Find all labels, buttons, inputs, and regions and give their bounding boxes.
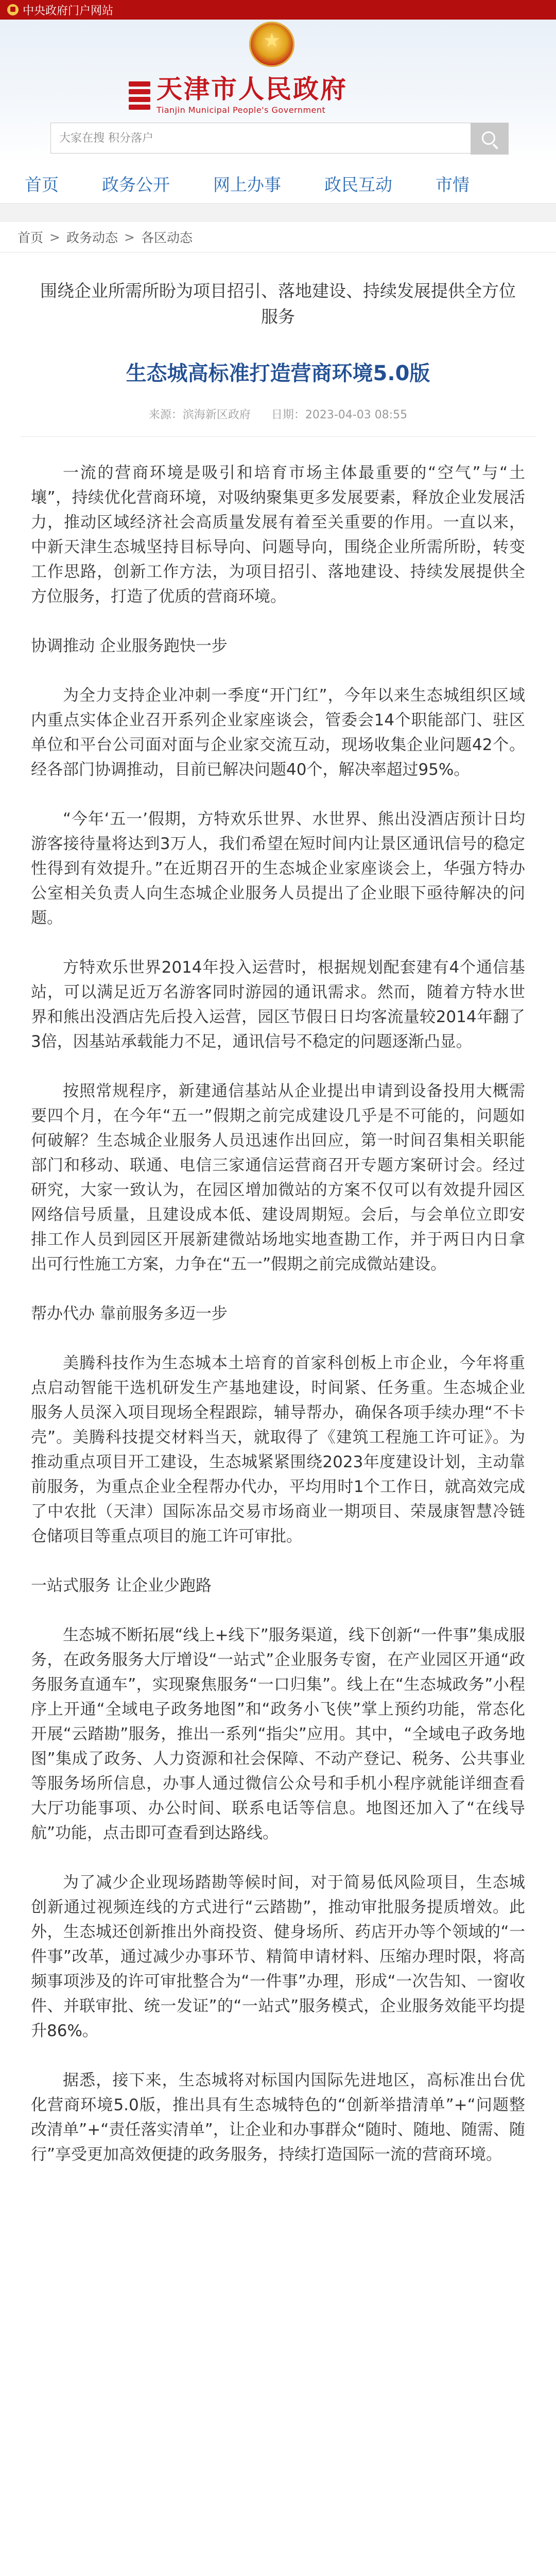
site-logo[interactable]: [129, 76, 348, 115]
national-emblem-icon: [249, 22, 294, 67]
article-paragraph: 美腾科技作为生态城本土培育的首家科创板上市企业，今年将重点启动智能干选机研发生产基地建设，时间紧、任务重。生态城企业服务人员深入项目现场全程跟踪，辅导帮办，确保各项手续办理“不卡壳”。美腾科技提交材料当天，就取得了《建筑工程施工许可证》。为推动重点项目开工建设，生态城紧紧围绕2023年度建设计划，主动靠前服务，为重点企业全程帮办代办，平均用时1个工作日，就高效完成了中农批（天津）国际冻品交易市场商业一期项目、荣晟康智慧冷链仓储项目等重点项目的施工许可审批。: [31, 1354, 525, 1546]
article-paragraph: 据悉，接下来，生态城将对标国内国际先进地区，高标准出台优化营商环境5.0版，推出具有生态城特色的“创新举措清单”+“问题整改清单”+“责任落实清单”，让企业和办事群众“随时、随地、随需、随行”享受更加高效便捷的政务服务，持续打造国际一流的营商环境。: [31, 2071, 525, 2164]
article-paragraph: 按照常规程序，新建通信基站从企业提出申请到设备投用大概需要四个月，在今年“五一”假期之前完成建设几乎是不可能的，问题如何破解？生态城企业服务人员迅速作出回应，第一时间召集相关职能部门和移动、联通、电信三家通信运营商召开专题方案研讨会。经过研究，大家一致认为，在园区增加微站的方案不仅可以有效提升园区网络信号质量，且建设成本低、建设周期短。会后，与会单位立即安排工作人员到园区开展新建微站场地实地查勘工作，并于两日内日拿出可行性施工方案，力争在“五一”假期之前完成微站建设。: [31, 1082, 525, 1274]
nav-item-gov-affairs[interactable]: 政务公开: [102, 174, 170, 195]
article-section-heading: 协调推动 企业服务跑快一步: [31, 637, 228, 655]
article-section-heading: 帮办代办 靠前服务多迈一步: [31, 1304, 228, 1323]
article-paragraph: 为了减少企业现场踏勘等候时间，对于简易低风险项目，生态城创新通过视频连线的方式进行“云踏勘”，推动审批服务提质增效。此外，生态城还创新推出外商投资、健身场所、药店开办等个领域的“一件事”改革，通过减少办事环节、精简申请材料、压缩办理时限，将高频事项涉及的许可审批整合为“一件事”办理，形成“一次告知、一窗收件、并联审批、统一发证”的“一站式”服务模式，企业服务效能平均提升86%。: [31, 1873, 525, 2040]
main-nav: [0, 164, 556, 204]
article-paragraph: 方特欢乐世界2014年投入运营时，根据规划配套建有4个通信基站，可以满足近万名游客同时游园的通讯需求。然而，随着方特水世界和熊出没酒店先后投入运营，园区节假日日均客流量较2014年翻了3倍，因基站承载能力不足，通讯信号不稳定的问题逐渐凸显。: [31, 958, 525, 1051]
section-divider: [0, 204, 556, 222]
central-gov-portal-link[interactable]: 中央政府门户网站: [23, 4, 114, 18]
central-gov-portal-bar[interactable]: [0, 0, 556, 20]
article-paragraph: “今年‘五一’假期，方特欢乐世界、水世界、熊出没酒店预计日均游客接待量将达到3万人，我们希望在短时间内让景区通讯信号的稳定性得到有效提升。”在近期召开的生态城企业家座谈会上，华强方特办公室相关负责人向生态城企业服务人员提出了企业眼下亟待解决的问题。: [31, 810, 525, 927]
breadcrumb-district-news[interactable]: 各区动态: [141, 230, 193, 245]
article-paragraph: 生态城不断拓展“线上+线下”服务渠道，线下创新“一件事”集成服务，在政务服务大厅增设“一站式”企业服务专窗，在产业园区开通“政务服务直通车”，实现聚焦服务“一口归集”。线上在“生态城政务”小程序上开通“全域电子政务地图”和“政务小飞侠”掌上预约功能，常态化开展“云踏勘”服务，推出一系列“指尖”应用。其中，“全域电子政务地图”集成了政务、人力资源和社会保障、不动产登记、税务、公共事业等服务场所信息，办事人通过微信公众号和手机小程序就能详细查看大厅功能事项、办公时间、联系电话等信息。地图还加入了“在线导航”功能，点击即可查看到达路线。: [31, 1626, 525, 1842]
search-bar: [50, 123, 509, 155]
search-input[interactable]: [50, 123, 471, 154]
breadcrumb-gov-news[interactable]: 政务动态: [66, 230, 118, 245]
site-subtitle: Tianjin Municipal People's Government: [157, 105, 326, 115]
breadcrumb-home[interactable]: 首页: [18, 230, 44, 245]
article-meta: [21, 406, 535, 437]
nav-item-home[interactable]: 首页: [25, 174, 59, 195]
breadcrumb-separator: >: [124, 229, 135, 245]
article: [0, 278, 556, 2167]
site-title: 天津市人民政府: [157, 74, 348, 104]
article-source: 来源：滨海新区政府: [148, 409, 251, 421]
search-icon: [482, 131, 495, 145]
article-date: 日期：2023-04-03 08:55: [271, 409, 408, 421]
article-paragraph: 为全力支持企业冲刺一季度“开门红”，今年以来生态城组织区域内重点实体企业召开系列企业家座谈会，管委会14个职能部门、驻区单位和平台公司面对面与企业家交流互动，现场收集企业问题42个。经各部门协调推动，目前已解决问题40个，解决率超过95%。: [31, 686, 525, 779]
breadcrumb: [0, 222, 556, 252]
article-subject: 围绕企业所需所盼为项目招引、落地建设、持续发展提供全方位服务: [40, 281, 516, 327]
tianjin-logo-icon: [129, 81, 150, 110]
article-paragraph: 一流的营商环境是吸引和培育市场主体最重要的“空气”与“土壤”，持续优化营商环境，对吸纳聚集更多发展要素，释放企业发展活力，推动区域经济社会高质量发展有着至关重要的作用。一直以来，中新天津生态城坚持目标导向、问题导向，围绕企业所需所盼，转变工作思路，创新工作方法，为项目招引、落地建设、持续发展提供全方位服务，打造了优质的营商环境。: [31, 464, 525, 606]
breadcrumb-separator: >: [49, 229, 60, 245]
article-body: [21, 461, 535, 2167]
article-title: 生态城高标准打造营商环境5.0版: [126, 362, 430, 385]
national-emblem-small-icon: [7, 4, 19, 15]
search-button[interactable]: [471, 123, 509, 155]
nav-item-public-interaction[interactable]: 政民互动: [324, 174, 392, 195]
article-section-heading: 一站式服务 让企业少跑路: [31, 1577, 212, 1595]
site-header: [0, 20, 556, 164]
nav-item-city-info[interactable]: 市情: [436, 174, 470, 195]
nav-item-online-services[interactable]: 网上办事: [213, 174, 281, 195]
